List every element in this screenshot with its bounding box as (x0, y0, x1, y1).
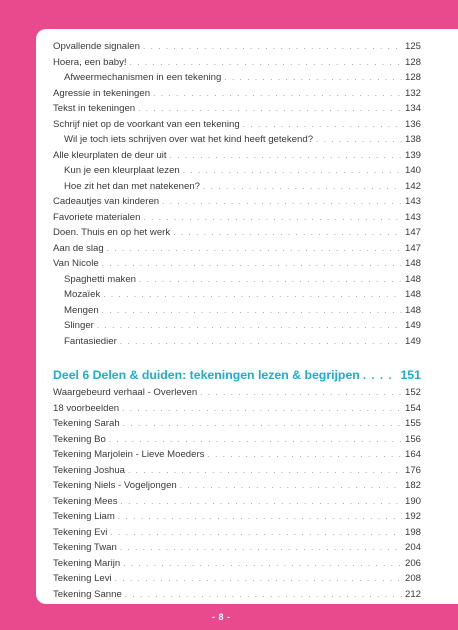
toc-entry[interactable] (53, 401, 421, 417)
entry-page-number: 204 (404, 542, 421, 553)
toc-entry[interactable] (53, 587, 421, 603)
book-page (36, 29, 458, 604)
leader-dots (243, 117, 402, 133)
entry-page-number: 208 (404, 573, 421, 584)
entry-title: Kun je een kleurplaat lezen (64, 165, 180, 176)
toc-subentry[interactable] (53, 70, 421, 86)
entry-page-number: 164 (404, 449, 421, 460)
toc-subentry[interactable] (53, 303, 421, 319)
entry-title: Spaghetti maken (64, 273, 136, 285)
leader-dots (224, 70, 402, 86)
leader-dots (102, 256, 402, 272)
toc-subentry[interactable] (53, 163, 421, 179)
toc-entry[interactable] (53, 117, 421, 133)
entry-page-number: 125 (404, 41, 421, 52)
leader-dots (138, 101, 402, 117)
toc-entry[interactable] (53, 194, 421, 210)
toc-entry[interactable] (53, 571, 421, 587)
toc-entry[interactable] (53, 385, 421, 401)
entry-page-number: 198 (404, 526, 421, 538)
entry-title: Afweermechanismen in een tekening (64, 72, 222, 83)
entry-title: Tekening Sanne (53, 588, 122, 600)
entry-title: Tekening Joshua (53, 464, 126, 476)
entry-title: Van Nicole (53, 258, 99, 269)
entry-page-number: 143 (404, 196, 421, 207)
leader-dots (363, 366, 398, 386)
section-page-number: 151 (400, 368, 421, 382)
leader-dots (170, 148, 402, 164)
toc-group-part-5 (53, 39, 421, 349)
toc-entry[interactable] (53, 55, 421, 71)
leader-dots (107, 241, 402, 257)
entry-title: Tekening Levi (53, 573, 112, 584)
toc-entry[interactable] (53, 256, 421, 272)
entry-title: Tekening Sarah (53, 418, 120, 429)
toc-entry[interactable] (53, 225, 421, 241)
leader-dots (180, 478, 402, 494)
toc-entry[interactable] (53, 39, 421, 55)
toc-entry[interactable] (53, 241, 421, 257)
leader-dots (207, 447, 402, 463)
entry-page-number: 147 (404, 242, 421, 254)
toc-entry[interactable] (53, 148, 421, 164)
entry-page-number: 206 (404, 557, 421, 569)
entry-title: Tekening Marijn (53, 557, 121, 569)
toc-subentry[interactable] (53, 132, 421, 148)
entry-page-number: 156 (404, 433, 421, 445)
entry-title: Fantasiedier (64, 335, 117, 347)
leader-dots (120, 334, 402, 350)
entry-page-number: 148 (404, 258, 421, 269)
entry-page-number: 152 (404, 387, 421, 398)
toc-entry[interactable] (53, 509, 421, 525)
entry-title: Mengen (64, 304, 99, 316)
leader-dots (316, 132, 402, 148)
entry-page-number: 140 (404, 165, 421, 176)
entry-title: Waargebeurd verhaal - Overleven (53, 387, 198, 398)
toc-entry[interactable] (53, 210, 421, 226)
toc-entry[interactable] (53, 416, 421, 432)
entry-title: 18 voorbeelden (53, 402, 120, 414)
entry-title: Tekening Liam (53, 511, 115, 522)
table-of-contents (53, 39, 421, 602)
entry-title: Tekening Bo (53, 433, 106, 445)
entry-page-number: 139 (404, 149, 421, 161)
entry-page-number: 143 (404, 211, 421, 223)
toc-entry[interactable] (53, 494, 421, 510)
toc-subentry[interactable] (53, 318, 421, 334)
toc-section-heading[interactable] (53, 365, 421, 385)
entry-title: Hoera, een baby! (53, 56, 127, 68)
toc-entry[interactable] (53, 478, 421, 494)
leader-dots (109, 432, 402, 448)
toc-subentry[interactable] (53, 334, 421, 350)
leader-dots (102, 303, 402, 319)
entry-page-number: 176 (404, 464, 421, 476)
entry-title: Cadeautjes van kinderen (53, 196, 160, 207)
entry-page-number: 136 (404, 118, 421, 130)
section-spacer (53, 349, 421, 365)
toc-entry[interactable] (53, 101, 421, 117)
entry-title: Tekening Mees (53, 495, 118, 507)
leader-dots (121, 494, 402, 510)
entry-page-number: 142 (404, 180, 421, 192)
toc-entry[interactable] (53, 463, 421, 479)
toc-entry[interactable] (53, 86, 421, 102)
entry-title: Doen. Thuis en op het werk (53, 227, 171, 238)
toc-subentry[interactable] (53, 287, 421, 303)
entry-page-number: 148 (404, 273, 421, 285)
entry-page-number: 190 (404, 495, 421, 507)
toc-entry[interactable] (53, 556, 421, 572)
toc-entry[interactable] (53, 540, 421, 556)
entry-title: Agressie in tekeningen (53, 87, 151, 99)
toc-group-part-6 (53, 385, 421, 602)
toc-subentry[interactable] (53, 272, 421, 288)
entry-page-number: 128 (404, 72, 421, 83)
section-title: Deel 6 Delen & duiden: tekeningen lezen & begrijpen (53, 368, 360, 382)
entry-page-number: 148 (404, 304, 421, 316)
entry-page-number: 182 (404, 480, 421, 491)
entry-title: Wil je toch iets schrijven over wat het kind heeft getekend? (64, 134, 314, 145)
entry-page-number: 149 (404, 320, 421, 331)
leader-dots (139, 272, 402, 288)
leader-dots (173, 225, 402, 241)
toc-entry[interactable] (53, 432, 421, 448)
leader-dots (110, 525, 402, 541)
leader-dots (153, 86, 402, 102)
leader-dots (103, 287, 402, 303)
leader-dots (143, 39, 402, 55)
entry-title: Slinger (64, 320, 94, 331)
leader-dots (128, 463, 402, 479)
leader-dots (130, 55, 402, 71)
entry-title: Tekening Evi (53, 526, 108, 538)
entry-page-number: 155 (404, 418, 421, 429)
entry-title: Mozaïek (64, 289, 101, 300)
leader-dots (123, 416, 402, 432)
entry-title: Tekening Twan (53, 542, 117, 553)
entry-title: Alle kleurplaten de deur uit (53, 149, 167, 161)
entry-title: Favoriete materialen (53, 211, 141, 223)
leader-dots (200, 385, 402, 401)
entry-page-number: 138 (404, 134, 421, 145)
leader-dots (162, 194, 402, 210)
entry-title: Tekening Niels - Vogeljongen (53, 480, 177, 491)
leader-dots (123, 556, 402, 572)
page-folio: - 8 - (212, 612, 231, 622)
entry-title: Aan de slag (53, 242, 104, 254)
entry-title: Tekening Marjolein - Lieve Moeders (53, 449, 205, 460)
leader-dots (183, 163, 402, 179)
entry-page-number: 154 (404, 402, 421, 414)
leader-dots (115, 571, 402, 587)
leader-dots (143, 210, 402, 226)
entry-page-number: 212 (404, 588, 421, 600)
entry-title: Tekst in tekeningen (53, 103, 136, 114)
entry-page-number: 192 (404, 511, 421, 522)
toc-entry[interactable] (53, 525, 421, 541)
toc-entry[interactable] (53, 447, 421, 463)
entry-page-number: 134 (404, 103, 421, 114)
entry-page-number: 149 (404, 335, 421, 347)
leader-dots (120, 540, 402, 556)
leader-dots (118, 509, 402, 525)
leader-dots (97, 318, 402, 334)
toc-subentry[interactable] (53, 179, 421, 195)
leader-dots (203, 179, 402, 195)
entry-page-number: 128 (404, 56, 421, 68)
entry-page-number: 148 (404, 289, 421, 300)
entry-page-number: 147 (404, 227, 421, 238)
leader-dots (125, 587, 402, 603)
leader-dots (122, 401, 402, 417)
entry-title: Opvallende signalen (53, 41, 140, 52)
entry-title: Hoe zit het dan met natekenen? (64, 180, 201, 192)
entry-page-number: 132 (404, 87, 421, 99)
entry-title: Schrijf niet op de voorkant van een tekening (53, 118, 240, 130)
